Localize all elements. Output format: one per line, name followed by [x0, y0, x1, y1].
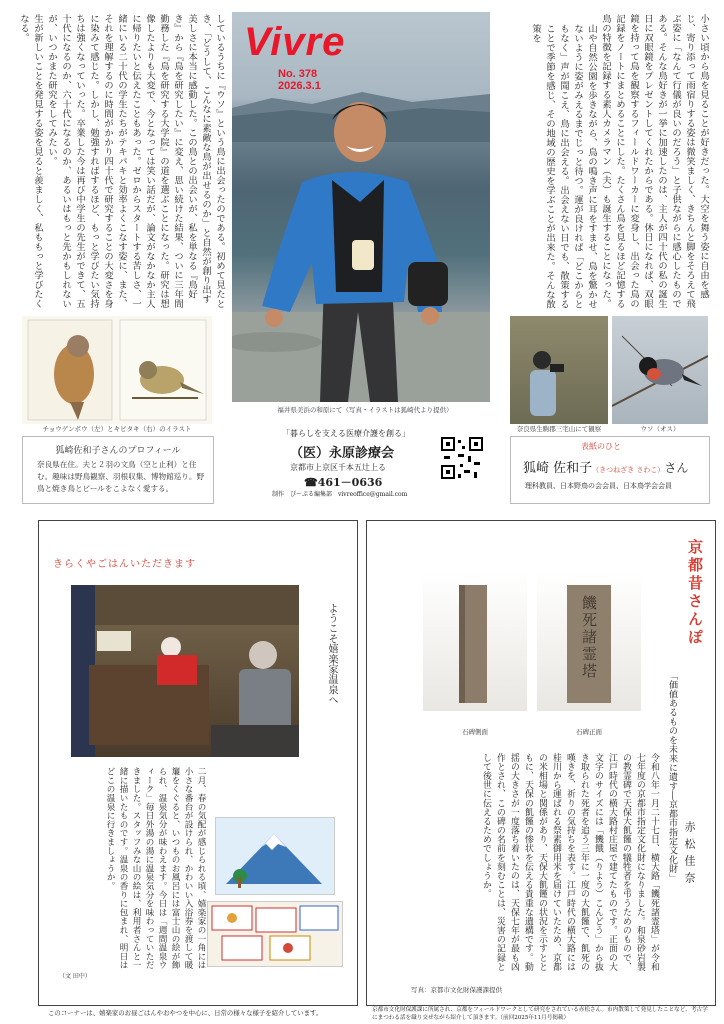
bath-tickets: [207, 901, 343, 967]
kyoto-footer: 京都市文化財保護課に所属され、京都をフィールドワークとして研究をされている赤松さん。市内散策して発見したことなど、考古学にまつわる話を織り交ぜながら紹介して頂きます。（前回2025年11月号掲載）: [372, 1007, 708, 1021]
intro-right-text: [496, 14, 710, 314]
clinic-info: [262, 428, 484, 498]
fuji-illustration: [215, 817, 335, 895]
bird-caption: ウソ（オス）: [640, 425, 680, 433]
stone-side-icon: [423, 571, 527, 711]
stone-front-photo: [537, 571, 641, 711]
kirakuya-credit: （文 田中）: [59, 973, 91, 980]
bullfinch-figure: [612, 316, 708, 424]
cover-person-name-line: [523, 457, 688, 476]
cover-caption: 福井県美浜の和原にて（写真・イラストは狐崎代より提供）: [277, 406, 453, 414]
kirakuya-body: 二月、春の気配が感じられる頃、嬉楽家の一角には小さな番台が設けられ、かわいい入浴券を渡して暖簾をくぐると、いつものお風呂には富士山の絵が飾られ、温泉気分が味わえます。今日は「週間温泉ウィーク」毎日外湯の湯に温泉気分を味わっていただきました。スタッフみな山の絵は、利用者さんと一緒に描いたものです。温泉の香りに包まれ、明日はどこの温泉に行きましょうか。: [105, 767, 206, 970]
kyoto-subtitle: 「価値あるものを未来に遺す―京都市指定文化財」: [667, 671, 677, 883]
issue-date: 2026.3.1: [278, 80, 321, 92]
kirakuya-welcome: ようこそ嬉楽家温泉へ: [326, 603, 337, 705]
stone-inscription: 饑死諸霊塔: [580, 595, 598, 680]
intro-left-p2: 生が新しいことを発見する姿を見ると羨ましく、私ももっと学びたくなる。: [18, 14, 43, 309]
intro-left-p1: しているうちに『ウソ』という鳥に出会ったのである。初めて見たとき、「どうして、こんなに素敵な鳥が出せるのか」と自然が創り出す美しさに本当に感動した。この鳥との出会いが、私を単なる『鳥好き』から『鳥を研究したい』に変え、思い続けた結果、ついに三年間勤務した『鳥を研究する大学院』の道を選ぶことになった。研究は想像したよりも大変で、今となっては笑い話だが、論文がなかなか主人に帰りたいと伝えたこともあった。ゼロからスタートする苦しさ、一緒にいる二十代の学生たちがテキパキと効率よくこなす姿に、また、それを理解するのに時間がかかり四十代で研究することの大変さを身に染みて感じた。しかし、勉強すればするほど、もっと学びたい気持ちは強くなっていった。卒業した今は再び中学生の先生ができて、五十代になるのか、六十代になるのか、あるいはもっと先かもしれないが、いつかまた研究をしてみたい。: [46, 14, 225, 309]
clinic-slogan: 「暮らしを支える医療介護を創る」: [282, 429, 410, 438]
cover-person-suffix: さん: [664, 461, 689, 475]
clinic-name: （医）永原診療会: [290, 446, 395, 461]
profile-box: [22, 436, 214, 504]
intro-left-text: [12, 14, 226, 312]
bath-photo: [71, 585, 299, 757]
cover-person-name: 狐崎 佐和子: [523, 461, 593, 476]
clinic-credit: 制作 ぴ～ぷる編集部 vivreoffice@gmail.com: [272, 491, 408, 498]
bird-drawings: [22, 316, 212, 424]
kirakuya-panel: [38, 520, 358, 1006]
clinic-phone: [304, 474, 382, 490]
cover-photo: [232, 12, 490, 402]
watching-caption: 奈良県生駒郡三宅山にて観察: [516, 425, 602, 433]
kyoto-heading: 京都昔さんぽ: [686, 539, 704, 647]
profile-title: 狐崎佐和子さんのプロフィール: [55, 446, 181, 456]
stone-front-caption: 石碑正面: [576, 728, 602, 736]
clinic-address: 京都市上京区千本五辻上る: [290, 463, 386, 472]
kyoto-panel: [366, 520, 716, 1006]
kirakuya-heading: きらくやごはんいただきます: [53, 559, 196, 570]
masthead-title: Vivre: [244, 20, 346, 64]
bird-photo: [612, 316, 708, 424]
cover-person-reading: （きつねざき さわこ）: [592, 466, 665, 474]
kyoto-photo-credit: 写真：京都市文化財保護課提供: [411, 986, 502, 994]
cover-person-figure: [232, 12, 490, 402]
watching-figure: [510, 316, 608, 424]
cover-person-roles: 理科教員、日本野鳥の会会員、日本鳥学会会員: [525, 482, 672, 490]
fuji-icon: [216, 818, 334, 894]
drawing-caption: チョウゲンボウ（左）とキビタキ（右）のイラスト: [42, 425, 192, 433]
cover-person-box: [510, 436, 710, 504]
qr-code-icon[interactable]: [440, 436, 484, 480]
intro-right-p1: 小さい頃から鳥を見ることが好きだった。大空を舞う姿に自由を感じ、寄り添って雨宿りする姿は微笑ましく、きちんと脚をそろえて飛ぶ姿に「なんて行儀が良いのだろう」と子供ながらに感心したものである。そんな鳥好きが一挙に加速したのは、主人が四十代の私の誕生日に双眼鏡をプレゼントしてくれたからである。休日になれば、双眼鏡を持って鳥を観察するフィールドワーカーに変身し、出会った鳥の記録をノートにまとめることにした。たくさん鳥を見るほど記憶する鳥の特徴を記録する素人カメラマン（夫）も誕生することになった。: [600, 14, 709, 309]
kyoto-body: 令和八年一月二十七日、横大路「饑死諸霊塔」が令和七年度の京都市指定文化財になりました。和泉砂岩製の教霊碑で天保大飢饉の犠牲者を弔うためのもので、江戸時代の横大路村庄屋で建てたものです。正面の大文字のサイズには「饑餓（りよう）こんどう」から抜き取られた死者を追う三年に一度の大飢饉で、飢死の嘆きを、祈りの気持ちを表す。江戸時代の横大路には桂川から運ばれる祭素御用米を届けていたため、京都の米相場と関係があり、天保大飢饉の状況を示すとともに、天保の飢饉の惨状を伝える貴重な遺構です。動揺の大きさが一度落ち着いたのは、天保七年が最も凶作とされ、この碑の名前を刻むことは、災害の記録として後世に伝えるためでしょうか。: [481, 753, 659, 972]
bath-scene: [71, 585, 299, 757]
masthead-issue: [278, 68, 321, 92]
ticket-icons: [208, 902, 342, 966]
bird-illustration: [22, 316, 212, 424]
intro-right-p2: 山や自然公園を歩きながら、鳥の鳴き声に耳をすませ、鳥を驚かせないように姿がみえるまでじっと待つ。運が良ければ「どこからともなく」声が聞こえ、鳥に出会える。出会えない日でも、散策することで季節を感じ、その地域の歴史を学ぶことが出来た。そんな散策を: [530, 24, 597, 309]
phone-icon: ☎: [304, 476, 318, 489]
stone-side-caption: 石碑側面: [462, 728, 488, 736]
profile-body: 奈良県在住。夫と２羽の文鳥（空と止利）と住む。趣味は野鳥観察、羽根収集、博物館巡り。野鳥と焼き鳥とビールをこよなく愛する。: [37, 460, 205, 493]
kirakuya-footer: このコーナーは、嬉楽家のお昼ごはんやおやつを中心に、日常の様々な様子を紹介しています。: [48, 1009, 323, 1017]
stone-side-photo: [423, 571, 527, 711]
kyoto-author: 赤松佳奈: [683, 821, 696, 889]
issue-number: No. 378: [278, 68, 318, 80]
cover-person-label: 表紙のひと: [581, 442, 621, 451]
clinic-phone-number: 461－0636: [317, 476, 383, 489]
watching-photo: [510, 316, 608, 424]
